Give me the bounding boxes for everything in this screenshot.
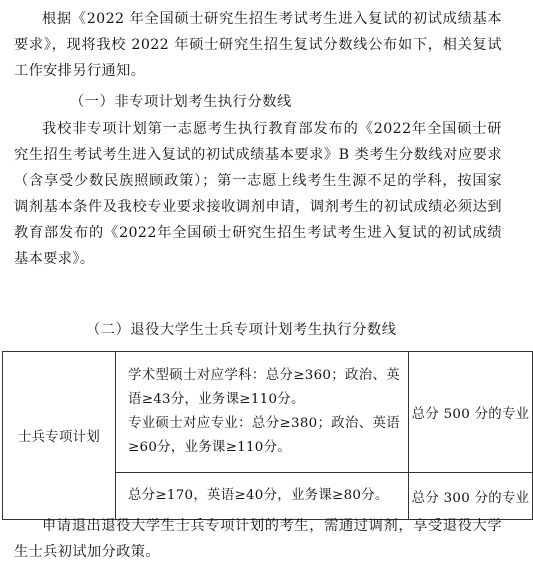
closing-paragraph: 申请退出退役大学生士兵专项计划的考生，需通过调剂，享受退役大学生士兵初试加分政策。: [14, 518, 502, 560]
condition-professional: 专业硕士对应专业：总分≥380；政治、英语≥60分，业务课≥110分。: [128, 416, 400, 455]
section-heading-nonspecial: （一）非专项计划考生执行分数线: [70, 94, 292, 110]
total-cell: 总分 500 分的专业: [409, 352, 533, 473]
score-table: [2, 351, 533, 520]
section-heading-soldier: （二）退役大学生士兵专项计划考生执行分数线: [86, 322, 397, 338]
table-row: [3, 352, 533, 473]
condition-300: 总分≥170，英语≥40分，业务课≥80分。: [128, 488, 389, 503]
condition-academic: 学术型硕士对应学科：总分≥360；政治、英语≥43分，业务课≥110分。: [128, 368, 400, 407]
intro-paragraph: 根据《2022 年全国硕士研究生招生考试考生进入复试的初试成绩基本要求》，现将我校 2022 年硕士研究生招生复试分数线公布如下，相关复试工作安排另行通知。: [14, 11, 502, 79]
plan-cell: 士兵专项计划: [3, 352, 116, 520]
nonspecial-paragraph: 我校非专项计划第一志愿考生执行教育部发布的《2022年全国硕士研究生招生考试考生进入复试的初试成绩基本要求》B 类考生分数线对应要求（含享受少数民族照顾政策）；第一志愿上线考生生源不足的学科，按国家调剂基本条件及我校专业要求接收调剂申请，调剂考生的初试成绩必须达到教育部发布的《2022年全国硕士研究生招生考试考生进入复试的初试成绩基本要求》。: [14, 121, 502, 267]
conditions-cell: [116, 352, 409, 473]
total-cell: 总分 300 分的专业: [409, 473, 533, 520]
